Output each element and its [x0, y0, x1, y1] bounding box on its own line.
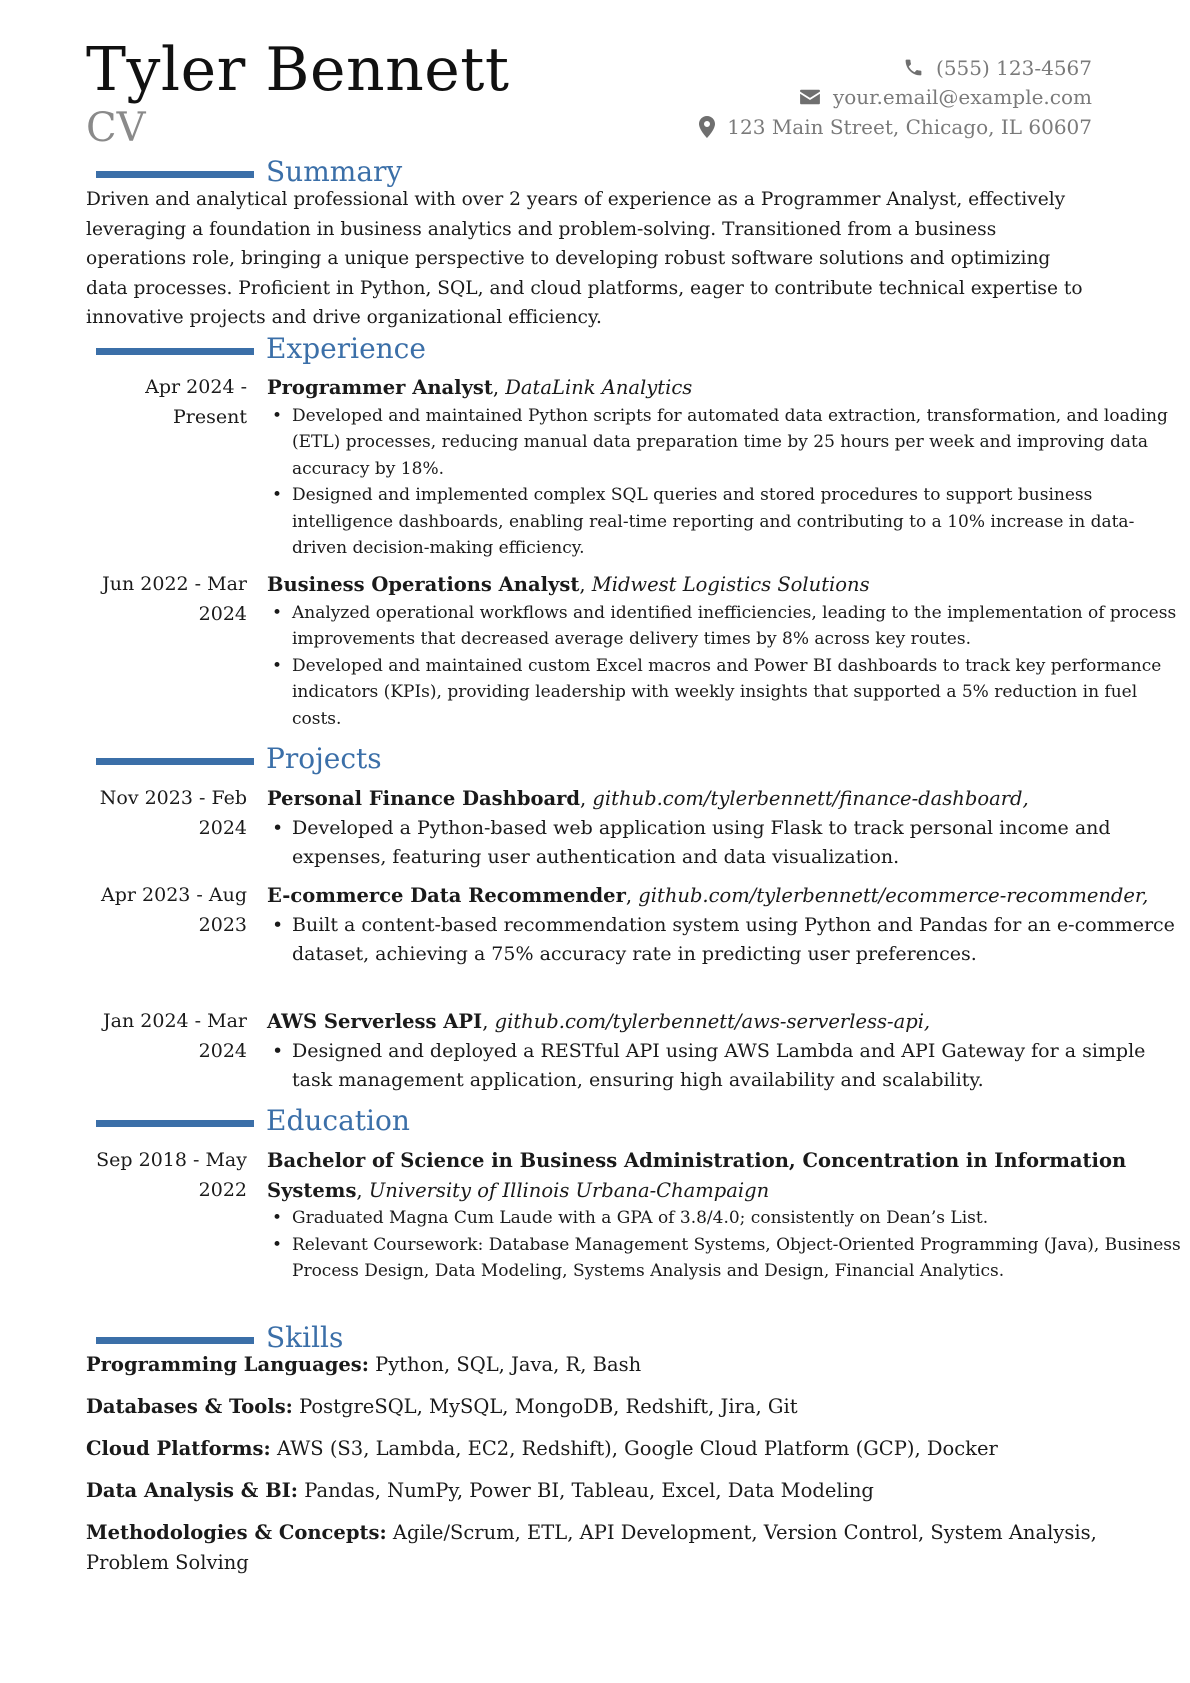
entry-date: Jan 2024 - Mar 2024 — [103, 1010, 247, 1062]
entry-heading: AWS Serverless API, github.com/tylerbennett/aws-serverless-api, — [267, 1010, 931, 1033]
entry-heading: Business Operations Analyst, Midwest Logistics Solutions — [267, 573, 870, 596]
contact-email — [699, 83, 1092, 113]
entry-heading: Bachelor of Science in Business Administration, Concentration in Information Systems, University of Illinois Urbana-Champaign — [267, 1149, 1127, 1202]
entry-date: Jun 2022 - Mar 2024 — [102, 573, 247, 625]
section-title: Projects — [266, 742, 382, 775]
document-subtitle: CV — [86, 105, 146, 151]
envelope-icon — [799, 88, 821, 106]
section-accent-bar — [96, 758, 254, 765]
section-title: Experience — [266, 332, 426, 365]
list-item: • Analyzed operational workflows and identified inefficiencies, leading to the implementation of process improvements that decreased average delivery times by 8% across key routes. — [267, 600, 1187, 653]
section-accent-bar — [96, 1337, 254, 1344]
candidate-name: Tyler Bennett — [86, 35, 510, 105]
skill-row — [86, 1350, 1116, 1380]
list-item: • Graduated Magna Cum Laude with a GPA of 3.8/4.0; consistently on Dean’s List. — [267, 1205, 1187, 1232]
list-item: • Built a content-based recommendation system using Python and Pandas for an e-commerce dataset, achieving a 75% accuracy rate in predicting user preferences. — [267, 911, 1187, 970]
section-title: Skills — [266, 1321, 344, 1354]
skill-value: AWS (S3, Lambda, EC2, Redshift), Google Cloud Platform (GCP), Docker — [276, 1437, 998, 1460]
entry-heading: Personal Finance Dashboard, github.com/tylerbennett/finance-dashboard, — [267, 787, 1029, 810]
summary-text: Driven and analytical professional with over 2 years of experience as a Programmer Analyst, effectively leveraging a foundation in business analytics and problem-solving. Transitioned from a business operations role, bringing a unique perspective to developing robust software solutions and optimizing data processes. Proficient in Python, SQL, and cloud platforms, eager to contribute technical expertise to innovative projects and drive organizational efficiency. — [86, 189, 1083, 328]
entry-org: Midwest Logistics Solutions — [591, 573, 870, 596]
list-item: • Relevant Coursework: Database Management Systems, Object-Oriented Programming (Java), Business Process Design, Data Modeling, Systems Analysis and Design, Financial Analytics. — [267, 1232, 1187, 1285]
skill-row — [86, 1518, 1116, 1577]
school-name: University of Illinois Urbana-Champaign — [368, 1178, 770, 1202]
entry-org: DataLink Analytics — [505, 376, 693, 399]
contact-phone — [699, 53, 1092, 83]
skill-label: Programming Languages: — [86, 1353, 369, 1376]
project-link[interactable]: github.com/tylerbennett/aws-serverless-api, — [494, 1010, 931, 1033]
list-item: • Developed and maintained custom Excel macros and Power BI dashboards to track key performance indicators (KPIs), providing leadership with weekly insights that supported a 5% reduction in fuel costs. — [267, 653, 1187, 733]
address-text: 123 Main Street, Chicago, IL 60607 — [727, 114, 1092, 139]
email-link[interactable]: your.email@example.com — [832, 85, 1092, 110]
list-item: • Developed a Python-based web application using Flask to track personal income and expenses, featuring user authentication and data visualization. — [267, 814, 1187, 873]
list-item: • Developed and maintained Python scripts for automated data extraction, transformation, and loading (ETL) processes, reducing manual data preparation time by 25 hours per week and improving data accuracy by 18%. — [267, 403, 1187, 483]
entry-date: Nov 2023 - Feb 2024 — [99, 787, 247, 839]
list-item: • Designed and deployed a RESTful API using AWS Lambda and API Gateway for a simple task management application, ensuring high availability and scalability. — [267, 1037, 1187, 1096]
skill-label: Data Analysis & BI: — [86, 1479, 299, 1502]
map-marker-icon — [699, 116, 715, 138]
skill-value: Python, SQL, Java, R, Bash — [375, 1353, 642, 1376]
skill-label: Methodologies & Concepts: — [86, 1521, 387, 1544]
summary-section-heading — [96, 155, 1096, 189]
skill-value: Pandas, NumPy, Power BI, Tableau, Excel, Data Modeling — [304, 1479, 874, 1502]
phone-icon — [903, 57, 924, 78]
entry-heading: Programmer Analyst, DataLink Analytics — [267, 376, 693, 399]
projects-section-heading — [96, 742, 1096, 776]
skill-label: Cloud Platforms: — [86, 1437, 271, 1460]
section-title: Summary — [266, 155, 403, 188]
entry-role: Business Operations Analyst — [267, 573, 580, 596]
section-accent-bar — [96, 348, 254, 355]
entry-date: Apr 2023 - Aug 2023 — [101, 884, 247, 936]
section-title: Education — [266, 1104, 410, 1137]
degree-name: Bachelor of Science in Business Administration, Concentration in Information Systems — [267, 1149, 1127, 1202]
project-name: E-commerce Data Recommender — [267, 884, 626, 907]
entry-heading: E-commerce Data Recommender, github.com/tylerbennett/ecommerce-recommender, — [267, 884, 1149, 907]
contact-block — [699, 53, 1092, 142]
project-name: AWS Serverless API — [267, 1010, 483, 1033]
entry-date: Apr 2024 - Present — [145, 376, 247, 428]
entry-role: Programmer Analyst — [267, 376, 493, 399]
skill-label: Databases & Tools: — [86, 1395, 293, 1418]
list-item: • Designed and implemented complex SQL queries and stored procedures to support business intelligence dashboards, enabling real-time reporting and contributing to a 10% increase in data-driven decision-making efficiency. — [267, 482, 1187, 562]
experience-section-heading — [96, 332, 1096, 366]
project-link[interactable]: github.com/tylerbennett/ecommerce-recommender, — [638, 884, 1149, 907]
skill-value: PostgreSQL, MySQL, MongoDB, Redshift, Jira, Git — [299, 1395, 798, 1418]
skill-row — [86, 1476, 1116, 1506]
project-link[interactable]: github.com/tylerbennett/finance-dashboard, — [592, 787, 1029, 810]
project-name: Personal Finance Dashboard — [267, 787, 581, 810]
entry-date: Sep 2018 - May 2022 — [96, 1149, 247, 1201]
phone-text: (555) 123-4567 — [936, 55, 1092, 80]
section-accent-bar — [96, 171, 254, 178]
section-accent-bar — [96, 1120, 254, 1127]
skill-row — [86, 1434, 1116, 1464]
skill-value: Agile/Scrum, ETL, API Development, Version Control, System Analysis, Problem Solving — [86, 1521, 1097, 1574]
skill-row — [86, 1392, 1116, 1422]
contact-address — [699, 112, 1092, 142]
education-section-heading — [96, 1104, 1096, 1138]
